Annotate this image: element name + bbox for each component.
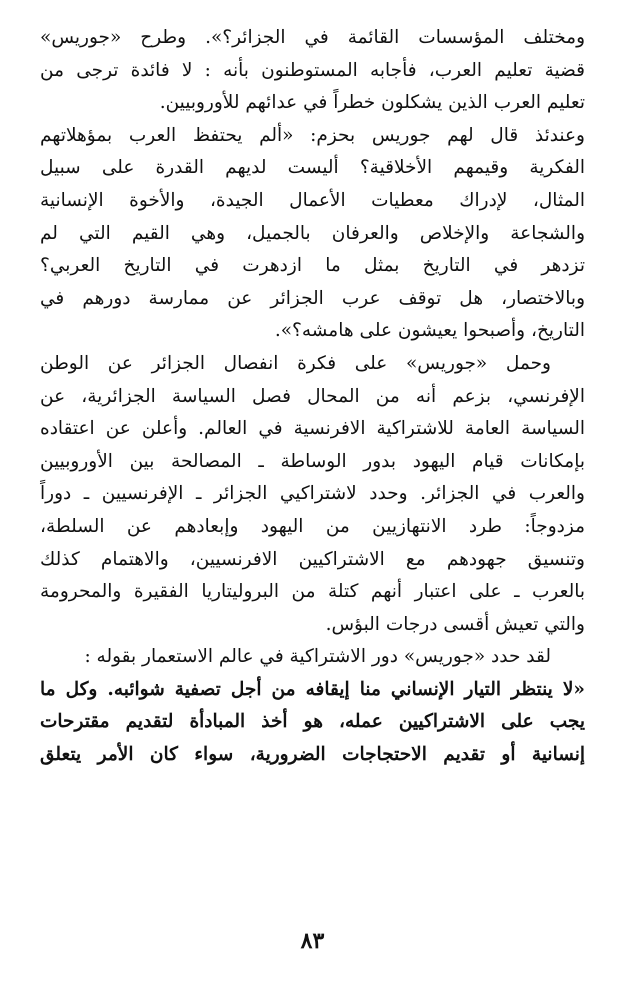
text-body <box>40 22 585 772</box>
text-line: والشجاعة والإخلاص والعرفان بالجميل، وهي القيم التي لم <box>40 222 585 244</box>
text-line: المثال، لإدراك معطيات الأعمال الجيدة، والأخوة الإنسانية <box>40 189 585 211</box>
book-page <box>40 22 585 929</box>
text-line: يجب على الاشتراكيين عمله، هو أخذ المبادأة لتقديم مقترحات <box>40 711 585 733</box>
text-line: وتنسيق جهودهم مع الاشتراكيين الافرنسيين، والاهتمام كذلك <box>40 548 585 570</box>
text-line: تزدهر في التاريخ بمثل ما ازدهرت في التاريخ العربي؟ <box>40 255 585 277</box>
text-line: بإمكانات قيام اليهود بدور الوساطة ـ المصالحة بين الأوروبيين <box>40 450 585 472</box>
text-line: التاريخ، وأصبحوا يعيشون على هامشه؟». <box>274 320 585 342</box>
paragraph <box>40 22 585 348</box>
text-line: مزدوجاً: طرد الانتهازيين من اليهود وإبعادهم عن السلطة، <box>40 515 585 537</box>
text-line: السياسة العامة للاشتراكية الافرنسية في العالم. وأعلن عن اعتقاده <box>40 418 585 440</box>
paragraph <box>40 348 585 641</box>
text-line: قضية تعليم العرب، فأجابه المستوطنون بأنه : لا فائدة ترجى من <box>40 59 585 81</box>
text-line: تعليم العرب الذين يشكلون خطراً في عدائهم للأوروبيين. <box>159 92 585 114</box>
text-line: الفكرية وقيمهم الأخلاقية؟ أليست لديهم القدرة على سبيل <box>40 157 585 179</box>
text-line: إنسانية أو تقديم الاحتجاجات الضرورية، سواء كان الأمر يتعلق <box>40 744 585 766</box>
text-line: بالعرب ـ على اعتبار أنهم كتلة من البروليتاريا الفقيرة والمحرومة <box>40 581 585 603</box>
text-line: وعندئذ قال لهم جوريس بحزم: «ألم يحتفظ العرب بمؤهلاتهم <box>40 124 585 146</box>
text-line: الإفرنسي، بزعم أنه من المحال فصل السياسة الجزائرية، عن <box>40 385 585 407</box>
text-line: لقد حدد «جوريس» دور الاشتراكية في عالم الاستعمار بقوله : <box>84 646 551 668</box>
text-line: ومختلف المؤسسات القائمة في الجزائر؟». وطرح «جوريس» <box>40 27 585 48</box>
text-line: والتي تعيش أقسى درجات البؤس. <box>325 613 585 635</box>
text-line: «لا ينتظر التيار الإنساني منا إيقافه من أجل تصفية شوائبه. وكل ما <box>40 678 585 700</box>
text-line: وحمل «جوريس» على فكرة انفصال الجزائر عن الوطن <box>40 352 551 374</box>
text-line: والعرب في الجزائر. وحدد لاشتراكيي الجزائر ـ الإفرنسيين ـ دوراً <box>40 483 585 505</box>
page-number: ٨٣ <box>300 928 325 954</box>
paragraph <box>40 641 585 771</box>
text-line: وبالاختصار، هل توقف عرب الجزائر عن ممارسة دورهم في <box>40 287 585 309</box>
